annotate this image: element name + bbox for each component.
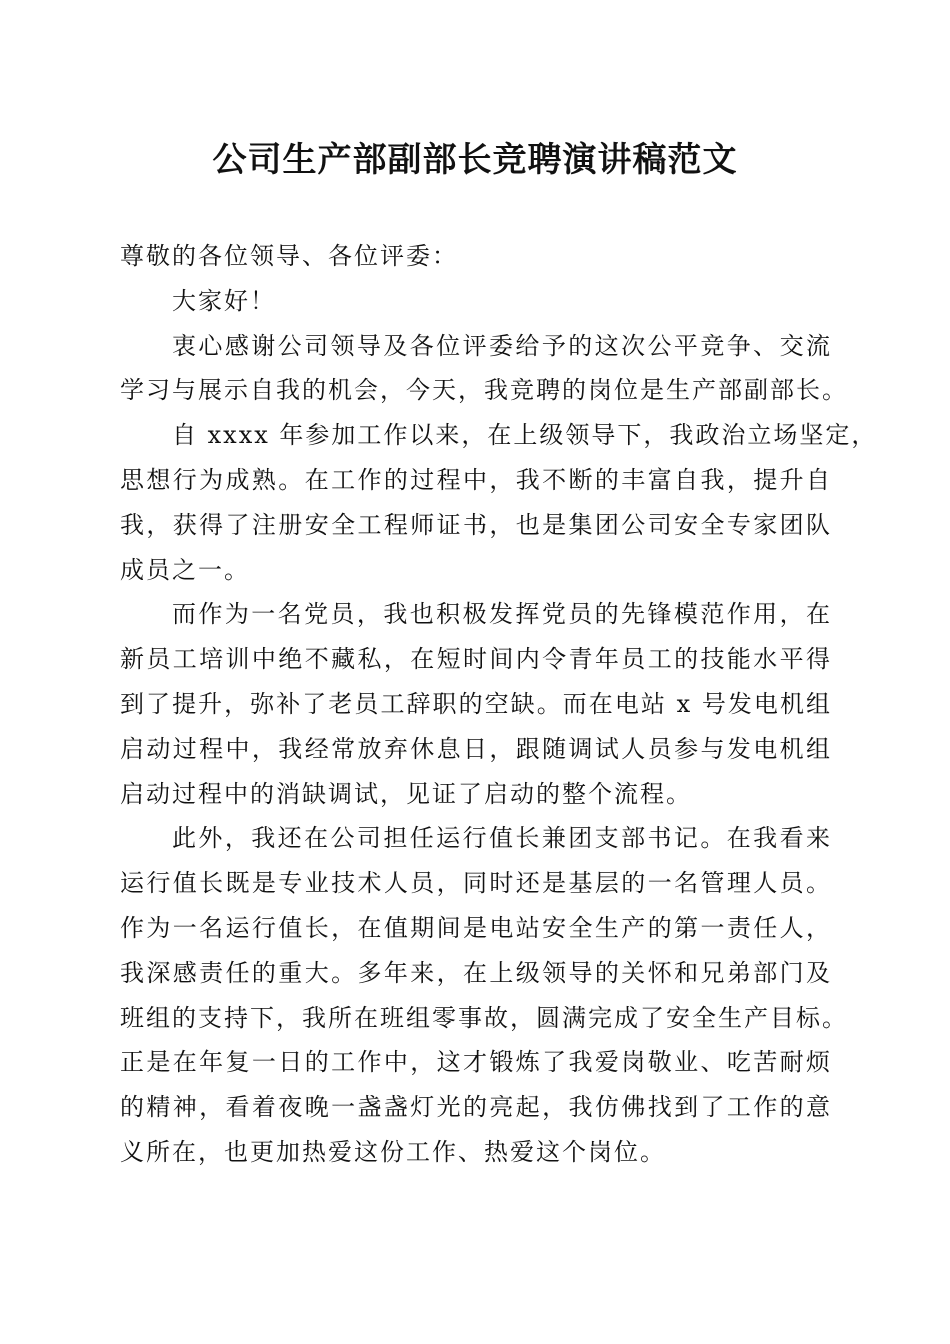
paragraph-line: 此外，我还在公司担任运行值长兼团支部书记。在我看来 (172, 824, 832, 853)
page-title: 公司生产部副部长竞聘演讲稿范文 (212, 140, 738, 180)
paragraph-line: 班组的支持下，我所在班组零事故，圆满完成了安全生产目标。 (120, 1003, 848, 1032)
document-body (120, 234, 878, 1175)
greeting-line: 大家好！ (172, 286, 276, 315)
paragraph-line: 思想行为成熟。在工作的过程中，我不断的丰富自我，提升自 (120, 465, 832, 494)
paragraph-line: 成员之一。 (120, 555, 250, 584)
paragraph-line: 学习与展示自我的机会，今天，我竞聘的岗位是生产部副部长。 (120, 376, 848, 405)
paragraph-line: 作为一名运行值长，在值期间是电站安全生产的第一责任人， (120, 913, 832, 942)
paragraph-line: 到了提升，弥补了老员工辞职的空缺。而在电站 x 号发电机组 (120, 689, 832, 718)
paragraph-line: 衷心感谢公司领导及各位评委给予的这次公平竞争、交流 (172, 331, 832, 360)
paragraph-line: 义所在，也更加热爱这份工作、热爱这个岗位。 (120, 1137, 666, 1166)
paragraph-line: 启动过程中的消缺调试，见证了启动的整个流程。 (120, 779, 692, 808)
paragraph-line: 自 xxxx 年参加工作以来，在上级领导下，我政治立场坚定， (172, 421, 878, 450)
paragraph-line: 的精神，看着夜晚一盏盏灯光的亮起，我仿佛找到了工作的意 (120, 1093, 832, 1122)
paragraph-line: 启动过程中，我经常放弃休息日，跟随调试人员参与发电机组 (120, 734, 832, 763)
paragraph-line: 运行值长既是专业技术人员，同时还是基层的一名管理人员。 (120, 869, 832, 898)
paragraph-line: 新员工培训中绝不藏私，在短时间内令青年员工的技能水平得 (120, 645, 832, 674)
salutation-line: 尊敬的各位领导、各位评委： (120, 242, 458, 270)
paragraph-line: 我，获得了注册安全工程师证书，也是集团公司安全专家团队 (120, 510, 832, 539)
paragraph-line: 正是在年复一日的工作中，这才锻炼了我爱岗敬业、吃苦耐烦 (120, 1048, 832, 1077)
paragraph-line: 我深感责任的重大。多年来，在上级领导的关怀和兄弟部门及 (120, 958, 832, 987)
paragraph-line: 而作为一名党员，我也积极发挥党员的先锋模范作用，在 (172, 600, 832, 629)
